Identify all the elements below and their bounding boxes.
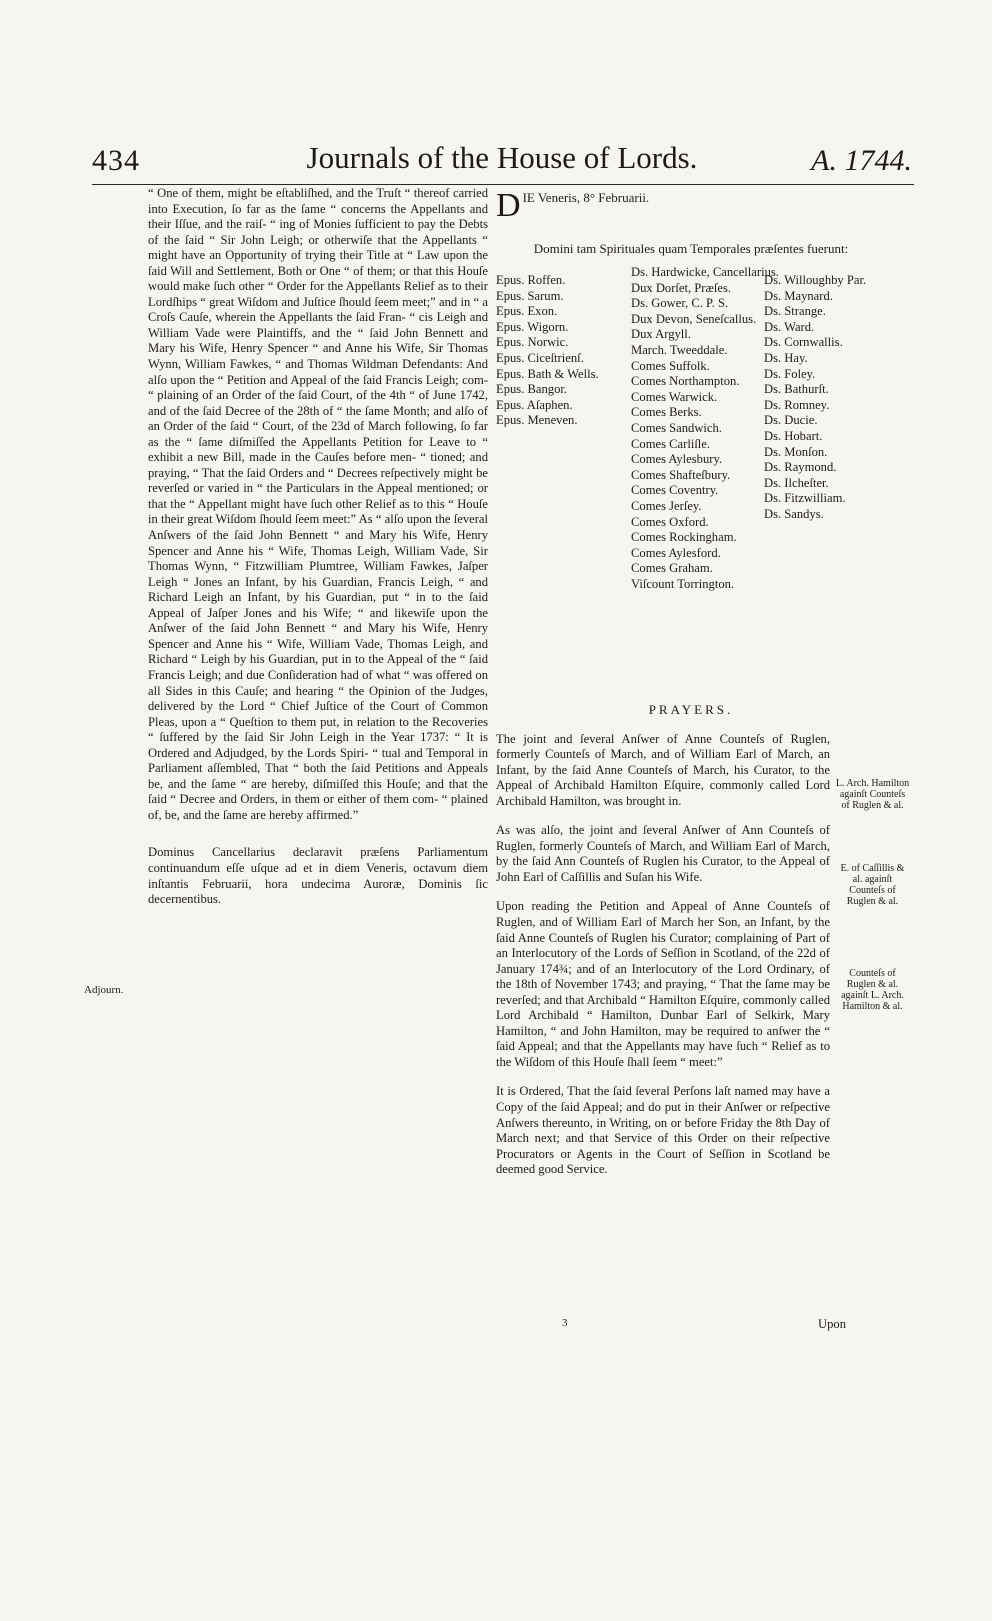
- page-number: 434: [92, 144, 140, 177]
- answer-paragraph-2: As was alſo, the joint and ſeveral Anſwer of Ann Counteſs of Ruglen, formerly Counteſs of March, and William Earl of March, by the ſaid Ann Counteſs of Ruglen his Curator, to the Appeal of John Earl of Caſſillis and Suſan his Wife.: [496, 823, 830, 884]
- peer-entry: Comes Suffolk.: [631, 358, 710, 373]
- barons-list: [764, 273, 884, 523]
- baron-entry: Ds. Maynard.: [764, 288, 833, 303]
- bishop-entry: Epus. Aſaphen.: [496, 397, 573, 412]
- baron-entry: Ds. Ilcheſter.: [764, 475, 829, 490]
- bishop-entry: Epus. Bath & Wells.: [496, 366, 599, 381]
- year-label: A. 1744.: [811, 144, 912, 177]
- peer-entry: Viſcount Torrington.: [631, 576, 735, 591]
- peer-entry: Comes Coventry.: [631, 483, 719, 498]
- peer-entry: Dux Devon, Seneſcallus.: [631, 311, 757, 326]
- peer-entry: March. Tweeddale.: [631, 342, 728, 357]
- margin-note-hamilton: L. Arch. Hamilton againſt Counteſs of Ruglen & al.: [835, 778, 910, 811]
- attendance-heading: Domini tam Spirituales quam Temporales præſentes fuerunt:: [533, 241, 849, 256]
- peer-entry: Comes Oxford.: [631, 514, 709, 529]
- bishop-entry: Epus. Norwic.: [496, 335, 569, 350]
- peer-entry: Comes Northampton.: [631, 374, 740, 389]
- baron-entry: Ds. Monſon.: [764, 444, 828, 459]
- order-paragraph: It is Ordered, That the ſaid ſeveral Perſons laſt named may have a Copy of the ſaid Appeal; and do put in their Anſwer or reſpective Anſwers thereunto, in Writing, on or before Friday the 8th Day of March next; and that Service of this Order on their reſpective Procurators or Agents in the Court of Seſſion in Scotland be deemed good Service.: [496, 1084, 830, 1177]
- bishop-entry: Epus. Sarum.: [496, 288, 564, 303]
- peers-list: [631, 265, 779, 592]
- peer-entry: Dux Dorſet, Præſes.: [631, 280, 732, 295]
- baron-entry: Ds. Bathurſt.: [764, 382, 829, 397]
- catchword: Upon: [818, 1317, 846, 1331]
- baron-entry: Ds. Sandys.: [764, 506, 824, 521]
- baron-entry: Ds. Willoughby Par.: [764, 273, 867, 287]
- adjourn-margin-note: Adjourn.: [84, 984, 124, 996]
- adjournment-text: Dominus Cancellarius declaravit præſens Parliamentum continuandum eſſe uſque ad et in diem Veneris, octavum diem inſtantis Februarii, hora undecima Auroræ, Dominis ſic decernentibus.: [148, 845, 488, 907]
- baron-entry: Ds. Foley.: [764, 366, 816, 381]
- peer-entry: Ds. Gower, C. P. S.: [631, 296, 729, 311]
- appeal-paragraph: Upon reading the Petition and Appeal of Anne Counteſs of Ruglen, and of William Earl of March her Son, an Infant, by the ſaid Anne Counteſs of Ruglen his Curator; complaining of Part of an Interlocutory of the Lords of Seſſion in Scotland, of the 22d of January 174¾; and of an Interlocutory of the Lord Ordinary, of the 18th of November 1743; and praying, “ That the ſame may be reverſed; and that Archibald “ Hamilton Eſquire, commonly called Lord Archibald “ Hamilton, Dunbar Earl of Selkirk, Mary Hamilton, “ and John Hamilton, may be required to anſwer the “ ſaid Appeal; and that the Appellants may have ſuch “ Relief as to the Wiſdom of this Houſe ſhall ſeem “ meet:”: [496, 899, 830, 1069]
- drop-capital: D: [496, 187, 521, 224]
- date-heading: [496, 187, 886, 224]
- peer-entry: Comes Berks.: [631, 405, 702, 420]
- peer-entry: Comes Sandwich.: [631, 420, 722, 435]
- bishop-entry: Epus. Bangor.: [496, 382, 568, 397]
- running-header: [92, 140, 912, 184]
- running-title: Journals of the House of Lords.: [306, 140, 698, 175]
- baron-entry: Ds. Romney.: [764, 397, 830, 412]
- peer-entry: Ds. Hardwicke, Cancellarius.: [631, 265, 779, 279]
- baron-entry: Ds. Strange.: [764, 304, 826, 319]
- margin-note-cassillis: E. of Caſſillis & al. againſt Counteſs of Ruglen & al.: [840, 863, 905, 907]
- bishop-entry: Epus. Exon.: [496, 304, 558, 319]
- prayers-heading: PRAYERS.: [648, 702, 734, 717]
- peer-entry: Comes Rockingham.: [631, 530, 737, 545]
- peer-entry: Comes Jerſey.: [631, 498, 702, 513]
- header-rule: [92, 184, 914, 185]
- baron-entry: Ds. Cornwallis.: [764, 335, 843, 350]
- baron-entry: Ds. Ward.: [764, 319, 815, 334]
- baron-entry: Ds. Hobart.: [764, 428, 823, 443]
- bishops-list: [496, 273, 606, 429]
- date-text: IE Veneris, 8° Februarii.: [522, 190, 650, 205]
- bishop-entry: Epus. Roffen.: [496, 273, 566, 287]
- peer-entry: Dux Argyll.: [631, 327, 691, 342]
- margin-note-ruglen: Counteſs of Ruglen & al. againſt L. Arch. Hamilton & al.: [841, 968, 904, 1012]
- quoted-appeal-text: “ One of them, might be eſtabliſhed, and the Truſt “ thereof carried into Execution, ſo far as the ſame “ concerns the Appellants and their Iſſue, and the raiſ- “ ing of Monies ſufficient to pay the Debts of the ſaid “ Sir John Leigh; or otherwiſe that the Appellants “ might have an Opportunity of trying their Title at “ Law upon the ſaid Will and Settlement, Both or One “ of them; or that this Houſe would make ſuch other “ Order for the Appellants Relief as to their Lordſhips “ great Wiſdom and Juſtice ſhould ſeem meet;” and in “ a Croſs Cauſe, wherein the Appellants the ſaid Fran- “ cis Leigh and William Vade were Plaintiffs, and the “ ſaid John Bennett and Mary his Wife, Henry Spencer “ and Anne his Wife, Sir Thomas Wynn, William Fawkes, “ and Thomas Wildman Defendants: And alſo upon the “ Petition and Appeal of the ſaid Francis Leigh; com- “ plaining of an Order of the ſaid Court, of the 4th “ of June 1742, and of the ſaid Decree of the 28th of “ the ſame Month; and alſo of an Order of the ſaid “ Court, of the 23d of March following, ſo far as the “ ſame diſmiſſed the Appellants Petition for Leave to “ exhibit a new Bill, made in the Cauſes before men- “ tioned; and praying, “ That the ſaid Orders and “ Decrees reſpectively might be reverſed or varied in “ the Particulars in the Appeal mentioned; or that the “ Appellant might have ſuch other Relief as to this “ Houſe in their great Wiſdom ſhould ſeem meet:” As “ alſo upon the ſeveral Anſwers of the ſaid John Bennett “ and Mary his Wife, Henry Spencer and Anne his “ Wife, Thomas Leigh, William Vade, Sir Thomas Wynn, “ Fitzwilliam Plumtree, William Fawkes, Jaſper Leigh “ Jones an Infant, by his Guardian, Francis Leigh, “ and Richard Leigh an Infant, by his Guardian, put “ in to the ſaid Appeal of Jaſper Jones and his Wife; “ and likewiſe upon the Anſwer of the ſaid John Bennett “ and Mary his Wife, Henry Spencer and Anne his “ Wife, William Vade, Thomas Leigh, and Richard “ Leigh by his Guardian, put in to the Appeal of the “ ſaid Francis Leigh; and due Conſideration had of what “ was offered on all Sides in this Cauſe; and hearing “ the Opinion of the Judges, delivered by the Lord “ Chief Juſtice of the Court of Common Pleas, upon a “ Queſtion to them put, in relation to the Recoveries “ ſuffered by the ſaid Sir John Leigh in the Year 1737: “ It is Ordered and Adjudged, by the Lords Spiri- “ tual and Temporal in Parliament aſſembled, That “ both the ſaid Petitions and Appeals be, and the ſame “ are hereby, diſmiſſed this Houſe; and that the ſaid “ Decree and Orders, in them or either of them com- “ plained of, be, and the ſame are hereby affirmed.”: [148, 186, 488, 822]
- peer-entry: Comes Aylesbury.: [631, 452, 723, 467]
- baron-entry: Ds. Fitzwilliam.: [764, 491, 846, 506]
- baron-entry: Ds. Ducie.: [764, 413, 818, 428]
- peer-entry: Comes Warwick.: [631, 389, 718, 404]
- baron-entry: Ds. Hay.: [764, 350, 808, 365]
- peer-entry: Comes Carliſle.: [631, 436, 711, 451]
- answer-paragraph-1: The joint and ſeveral Anſwer of Anne Counteſs of Ruglen, formerly Counteſs of March, and of William Earl of March, an Infant, by the ſaid Anne Counteſs of March, his Curator, to the Appeal of Archibald Hamilton Eſquire, commonly called Lord Archibald Hamilton, was brought in.: [496, 731, 830, 808]
- peer-entry: Comes Aylesford.: [631, 545, 721, 560]
- attendance-lists: [496, 265, 886, 700]
- peer-entry: Comes Shafteſbury.: [631, 467, 731, 482]
- peer-entry: Comes Graham.: [631, 561, 713, 576]
- bishop-entry: Epus. Meneven.: [496, 413, 578, 428]
- bishop-entry: Epus. Ciceſtrienſ.: [496, 350, 584, 365]
- signature-mark: 3: [562, 1317, 568, 1329]
- left-column: [148, 186, 488, 908]
- right-column: [496, 186, 886, 1178]
- baron-entry: Ds. Raymond.: [764, 460, 837, 475]
- bishop-entry: Epus. Wigorn.: [496, 319, 569, 334]
